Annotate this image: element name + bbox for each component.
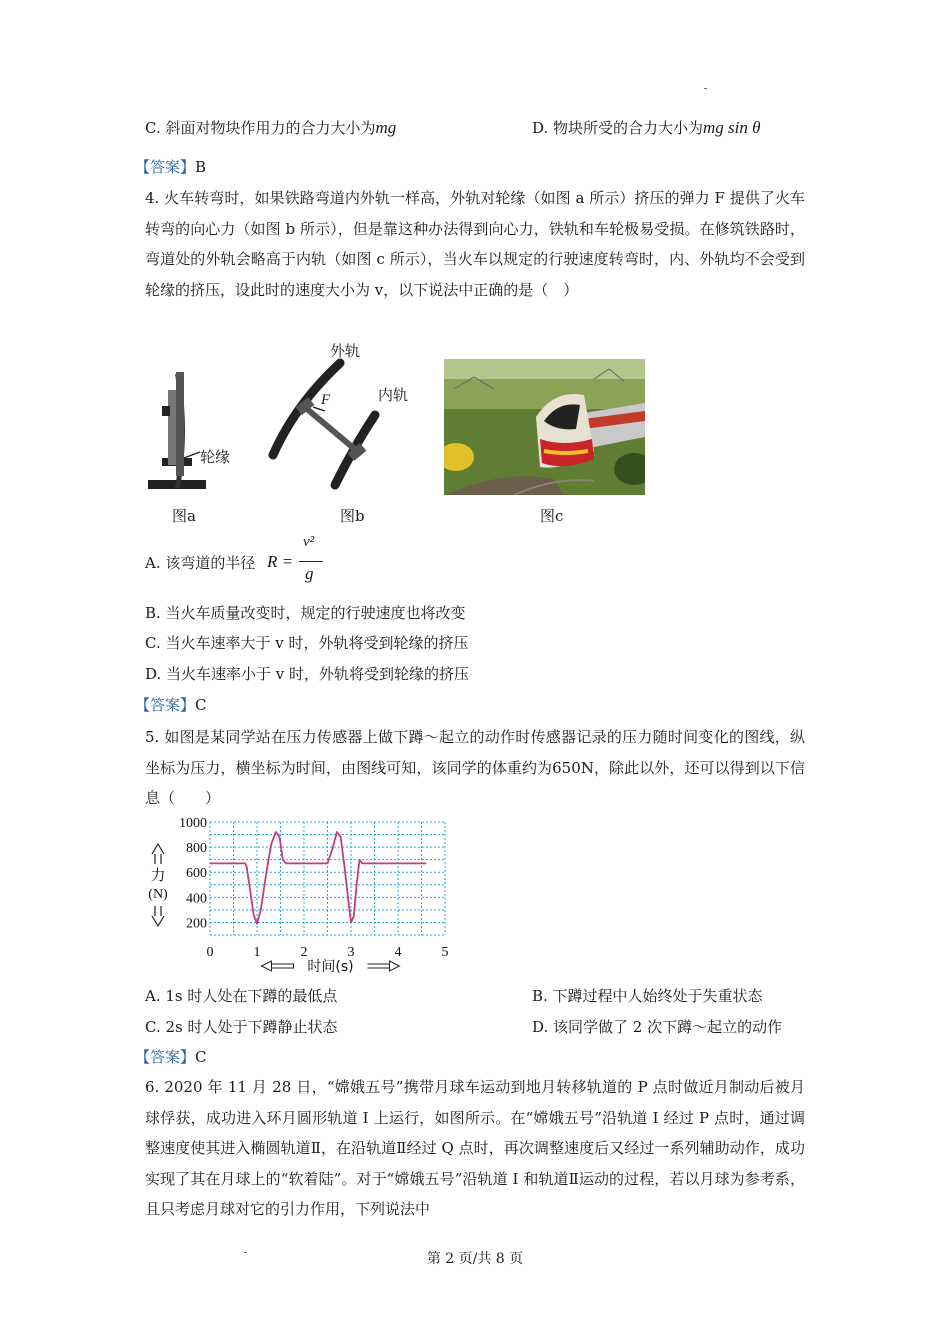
x-tick-label: 1 [253, 945, 261, 960]
figure-a-wheel [140, 360, 240, 495]
q4-option-a-text: A. 该弯道的半径 [145, 554, 256, 572]
q3-option-c [145, 118, 396, 138]
formula-denominator: g [305, 564, 314, 583]
up-arrow-icon [152, 844, 164, 864]
figure-c-train-photo [444, 359, 645, 495]
x-tick-label: 5 [441, 945, 449, 960]
answer-label: 【答案】 [135, 696, 196, 714]
q3-option-d [532, 118, 761, 138]
formula-numerator: v² [303, 534, 315, 550]
figure-a-caption: 图a [172, 507, 196, 525]
q4-stem: 4. 火车转弯时，如果铁路弯道内外轨一样高，外轨对轮缘（如图 a 所示）挤压的弹力 F 提供了火车转弯的向心力（如图 b 所示），但是靠这种办法得到向心力，铁轨和车轮极易受损。在修筑铁路时，弯道处的外轨会略高于内轨（如图 c 所示），当火车以规定的行驶速度转弯时，内、外轨均不会受到轮缘的挤压，设此时的速度大小为 v，以下说法中正确的是（ ） [145, 189, 805, 299]
y-tick-label: 600 [186, 866, 207, 882]
q6-stem: 6. 2020 年 11 月 28 日，“嫦娥五号”携带月球车运动到地月转移轨道的 P 点时做近月制动后被月球俘获，成功进入环月圆形轨道 Ⅰ 上运行，如图所示。在“嫦娥五号”沿轨道 Ⅰ 经过 P 点时，通过调整速度使其进入椭圆轨道Ⅱ，在沿轨道Ⅱ经过 Q 点时，再次调整速度后又经过一系列辅助动作，成功实现了其在月球上的“软着陆”。对于“嫦娥五号”沿轨道 Ⅰ 和轨道Ⅱ运动的过程，若以月球为参考系，且只考虑月球对它的引力作用，下列说法中 [145, 1078, 805, 1218]
y-axis-label: 力 [150, 866, 166, 884]
q3-answer [135, 157, 206, 177]
figure-b-label-inner-rail: 内轨 [378, 386, 409, 404]
x-tick-label: 3 [347, 945, 355, 960]
y-tick-label: 800 [186, 841, 207, 857]
q5-option-b: B. 下蹲过程中人始终处于失重状态 [532, 987, 763, 1005]
q5-option-d: D. 该同学做了 2 次下蹲～起立的动作 [532, 1018, 783, 1036]
answer-value: B [195, 158, 207, 176]
answer-label: 【答案】 [135, 1048, 196, 1066]
answer-label: 【答案】 [135, 158, 196, 176]
figure-c-caption: 图c [540, 507, 564, 525]
q5-answer [135, 1047, 207, 1067]
y-tick-label: 400 [186, 891, 207, 907]
figure-b-rails [265, 355, 395, 495]
x-tick-label: 2 [300, 945, 308, 960]
x-axis-label: 时间(s) [307, 959, 354, 975]
x-tick-label: 4 [394, 945, 402, 960]
q5-stem: 5. 如图是某同学站在压力传感器上做下蹲～起立的动作时传感器记录的压力随时间变化的图线，纵坐标为压力，横坐标为时间，由图线可知，该同学的体重约为650N，除此以外，还可以得到以下信息（ ） [145, 728, 805, 807]
q3-option-d-text: D. 物块所受的合力大小为 [532, 119, 704, 137]
q3-option-c-text: C. 斜面对物块作用力的合力大小为 [145, 119, 376, 137]
formula-lhs: R = [267, 552, 294, 571]
force-time-chart [140, 810, 460, 980]
answer-value: C [195, 696, 207, 714]
down-arrow-icon [152, 906, 164, 926]
answer-value: C [195, 1048, 207, 1066]
q4-answer [135, 695, 207, 715]
q4-option-c: C. 当火车速率大于 v 时，外轨将受到轮缘的挤压 [145, 634, 469, 652]
q4-option-d: D. 当火车速率小于 v 时，外轨将受到轮缘的挤压 [145, 665, 470, 683]
right-arrow-icon [368, 961, 400, 971]
y-tick-label: 200 [186, 916, 207, 932]
q3-option-d-math: mg sin θ [703, 118, 761, 137]
q4-option-a [145, 553, 255, 573]
figure-b-label-force: F [321, 392, 331, 408]
y-axis-unit: (N) [148, 887, 168, 902]
figure-a-label-rim: 轮缘 [200, 448, 231, 466]
page-footer: 第 2 页/共 8 页 [426, 1251, 524, 1267]
q5-option-c: C. 2s 时人处于下蹲静止状态 [145, 1018, 338, 1036]
q5-option-a: A. 1s 时人处在下蹲的最低点 [145, 987, 338, 1005]
y-tick-label: 1000 [179, 816, 207, 831]
left-arrow-icon [262, 961, 294, 971]
q3-option-c-math: mg [375, 118, 397, 137]
q4-option-b: B. 当火车质量改变时，规定的行驶速度也将改变 [145, 604, 466, 622]
figure-b-label-outer-rail: 外轨 [330, 342, 361, 360]
scan-mark [704, 88, 707, 89]
figure-b-caption: 图b [340, 507, 365, 525]
formula-bar [299, 561, 323, 562]
x-tick-label: 0 [206, 945, 214, 960]
